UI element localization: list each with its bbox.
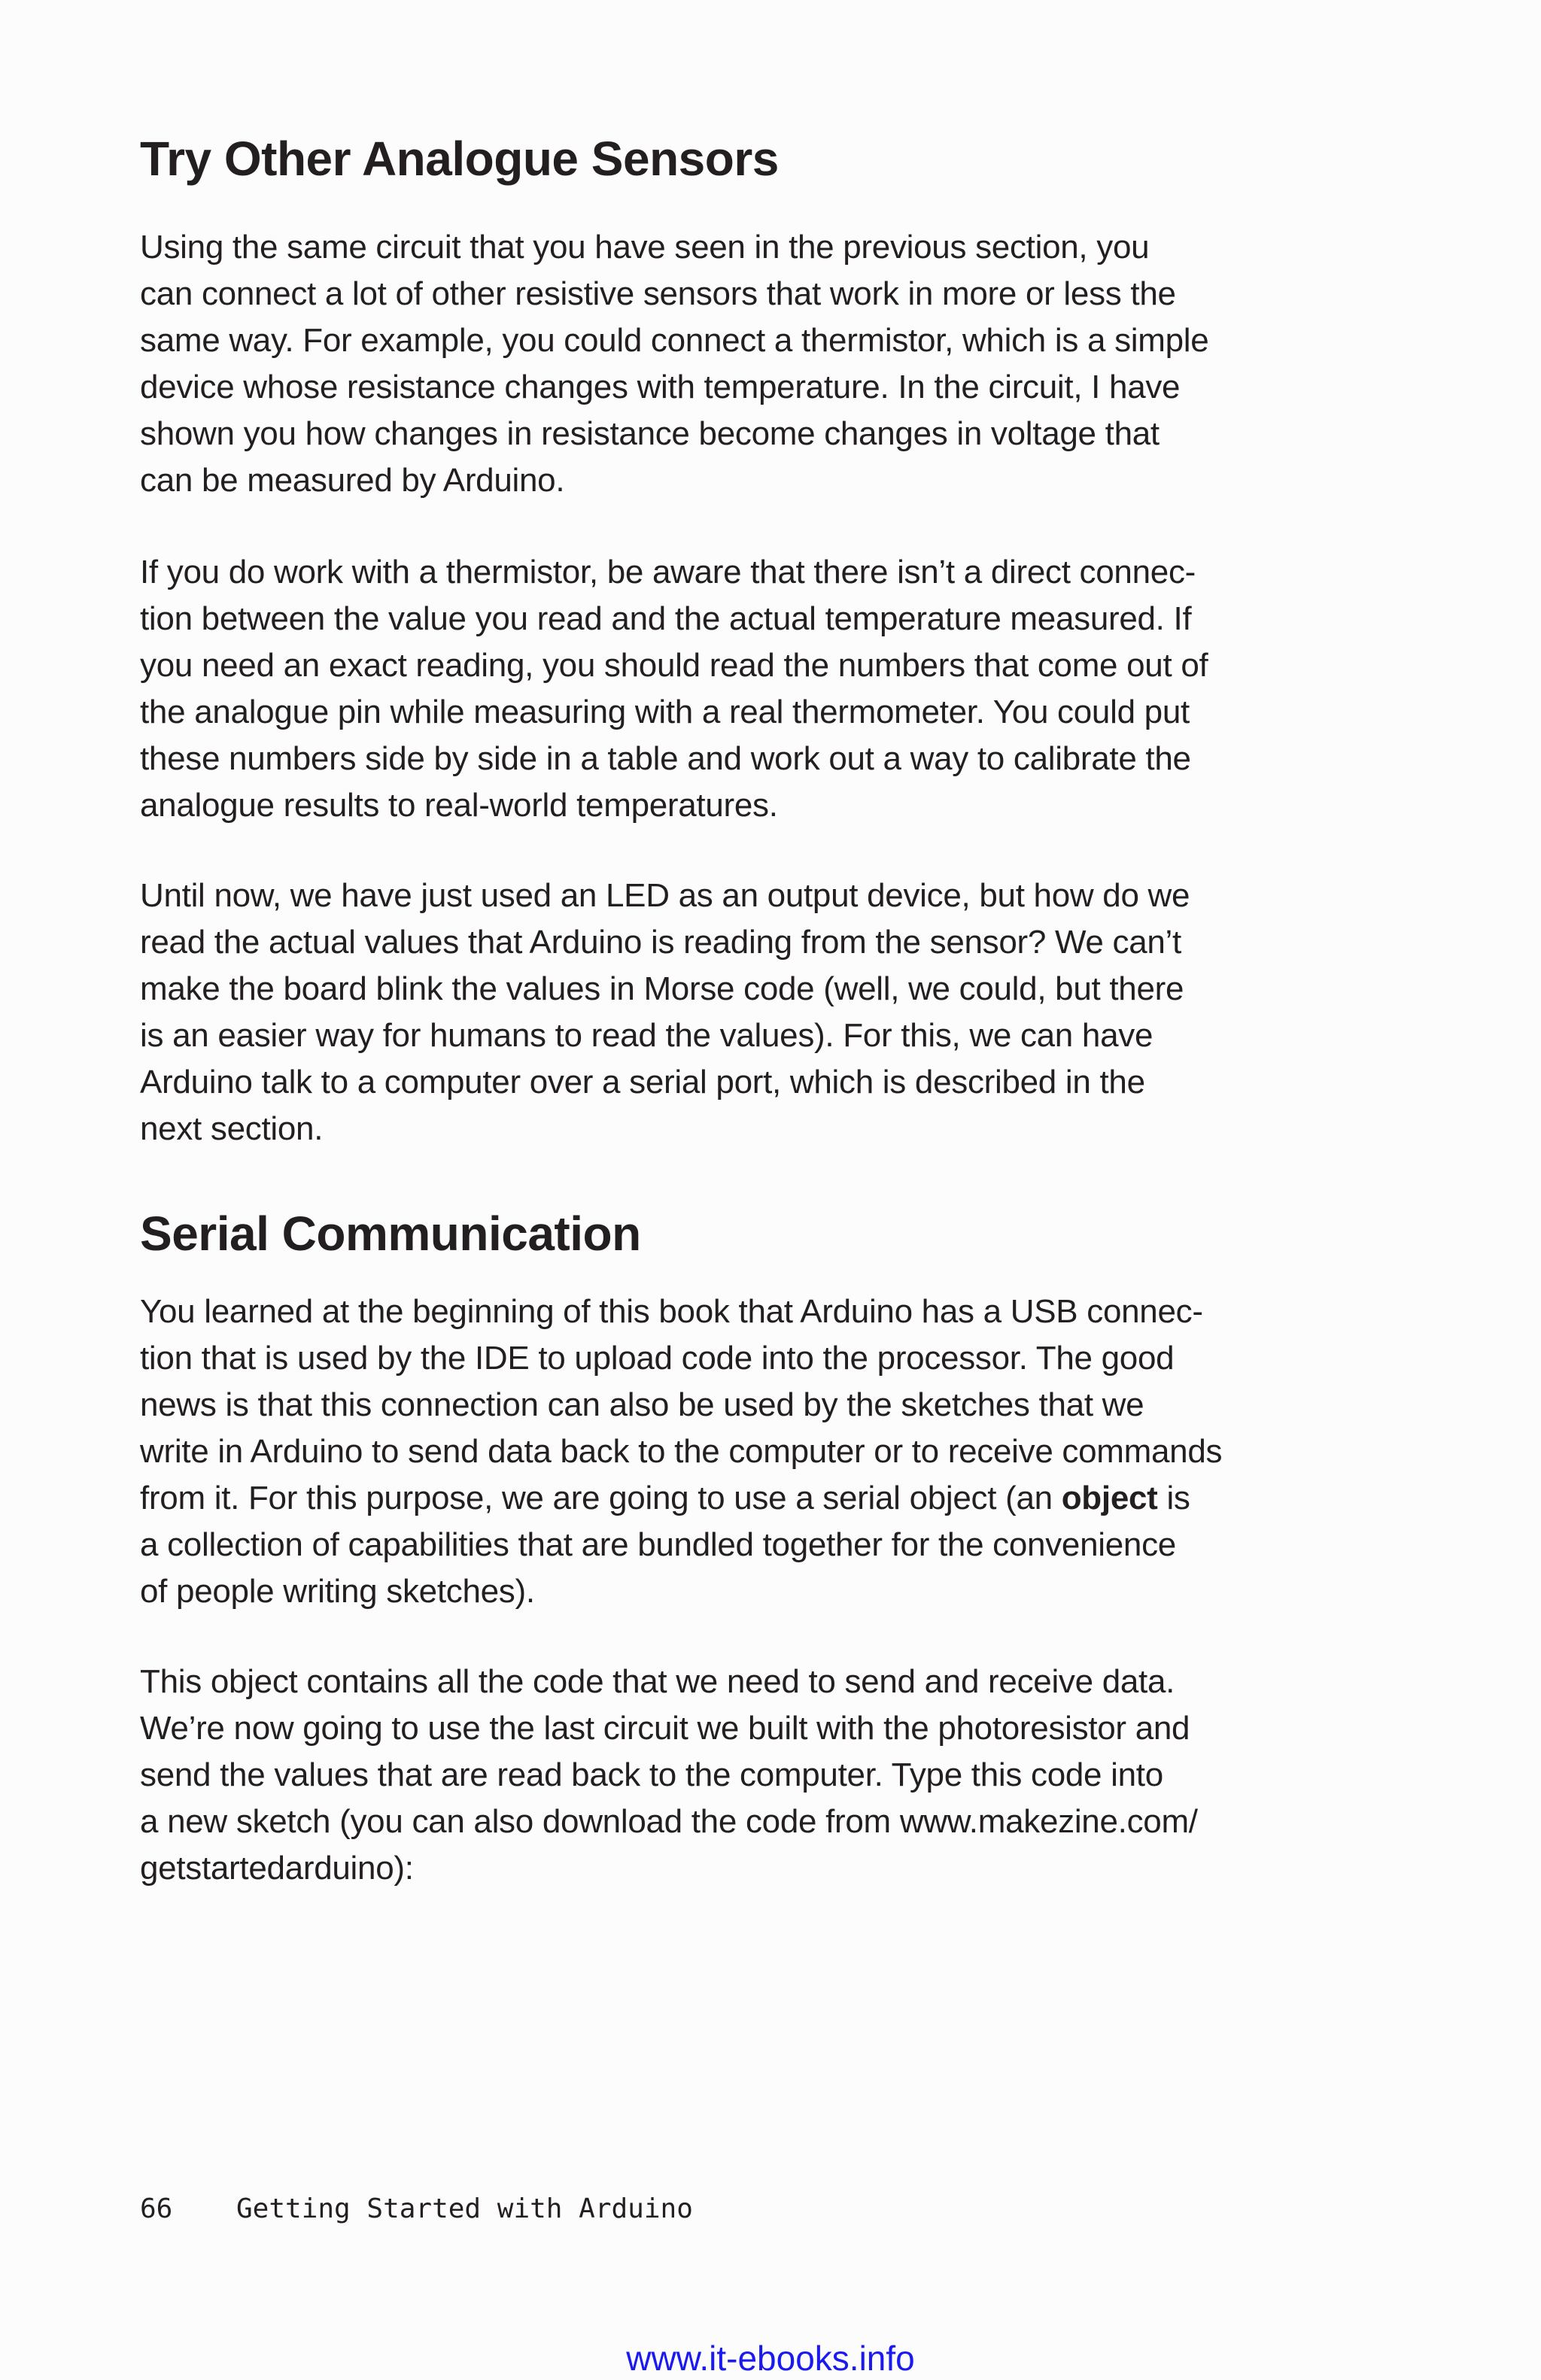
- paragraph-resistive-sensors: [140, 224, 1208, 504]
- text-line: is an easier way for humans to read the values). For this, we can have: [140, 1017, 1153, 1054]
- text-line: a collection of capabilities that are bundled together for the convenience: [140, 1526, 1176, 1563]
- text-line-with-link: [140, 1845, 1198, 1892]
- text-fragment: a new sketch (you can also download the code from: [140, 1803, 900, 1840]
- text-line: make the board blink the values in Morse code (well, we could, but there: [140, 970, 1184, 1007]
- section-heading-analogue-sensors: Try Other Analogue Sensors: [140, 132, 779, 186]
- watermark-link[interactable]: www.it-ebooks.info: [626, 2339, 915, 2378]
- paragraph-output-device: [140, 873, 1190, 1152]
- text-line: news is that this connection can also be used by the sketches that we: [140, 1386, 1144, 1423]
- text-line: read the actual values that Arduino is reading from the sensor? We can’t: [140, 924, 1181, 961]
- text-line: you need an exact reading, you should read the numbers that come out of: [140, 647, 1208, 684]
- book-title: Getting Started with Arduino: [236, 2193, 693, 2224]
- section-heading-serial-communication: Serial Communication: [140, 1207, 641, 1261]
- text-line: analogue results to real-world temperatures.: [140, 787, 778, 824]
- text-line: the analogue pin while measuring with a real thermometer. You could put: [140, 694, 1190, 730]
- text-line: Using the same circuit that you have seen in the previous section, you: [140, 229, 1150, 266]
- paragraph-serial-object: [140, 1659, 1198, 1892]
- text-line: tion that is used by the IDE to upload code into the processor. The good: [140, 1340, 1175, 1377]
- text-line: can connect a lot of other resistive sensors that work in more or less the: [140, 275, 1176, 312]
- text-line: We’re now going to use the last circuit we built with the photoresistor and: [140, 1710, 1190, 1747]
- text-line: next section.: [140, 1110, 324, 1147]
- text-fragment: ):: [394, 1850, 414, 1887]
- page-footer: [140, 2193, 693, 2224]
- text-line: of people writing sketches).: [140, 1573, 535, 1610]
- text-fragment: is: [1157, 1480, 1190, 1516]
- makezine-url-part1[interactable]: www.makezine.com/: [899, 1803, 1198, 1840]
- text-line: write in Arduino to send data back to the computer or to receive commands: [140, 1433, 1223, 1470]
- text-line: You learned at the beginning of this book that Arduino has a USB connec-: [140, 1293, 1203, 1330]
- text-line: If you do work with a thermistor, be aware that there isn’t a direct connec-: [140, 554, 1196, 590]
- text-line-with-term: [140, 1475, 1222, 1522]
- text-line: shown you how changes in resistance become changes in voltage that: [140, 415, 1160, 452]
- paragraph-usb-connection: [140, 1289, 1222, 1615]
- text-line: This object contains all the code that we need to send and receive data.: [140, 1663, 1175, 1700]
- text-line: these numbers side by side in a table and work out a way to calibrate the: [140, 740, 1191, 777]
- text-line: same way. For example, you could connect a thermistor, which is a simple: [140, 322, 1209, 359]
- page-number: 66: [140, 2193, 173, 2224]
- text-line: send the values that are read back to the computer. Type this code into: [140, 1756, 1163, 1793]
- text-line-with-link: [140, 1799, 1198, 1845]
- text-fragment: from it. For this purpose, we are going to use a serial object (an: [140, 1480, 1062, 1516]
- text-line: tion between the value you read and the actual temperature measured. If: [140, 600, 1192, 637]
- text-line: Until now, we have just used an LED as an output device, but how do we: [140, 877, 1190, 914]
- text-line: device whose resistance changes with temperature. In the circuit, I have: [140, 369, 1181, 405]
- text-line: can be measured by Arduino.: [140, 462, 565, 499]
- paragraph-thermistor: [140, 549, 1208, 829]
- term-object: object: [1061, 1480, 1158, 1516]
- text-line: Arduino talk to a computer over a serial port, which is described in the: [140, 1064, 1145, 1100]
- makezine-url-part2[interactable]: getstartedarduino: [140, 1850, 394, 1887]
